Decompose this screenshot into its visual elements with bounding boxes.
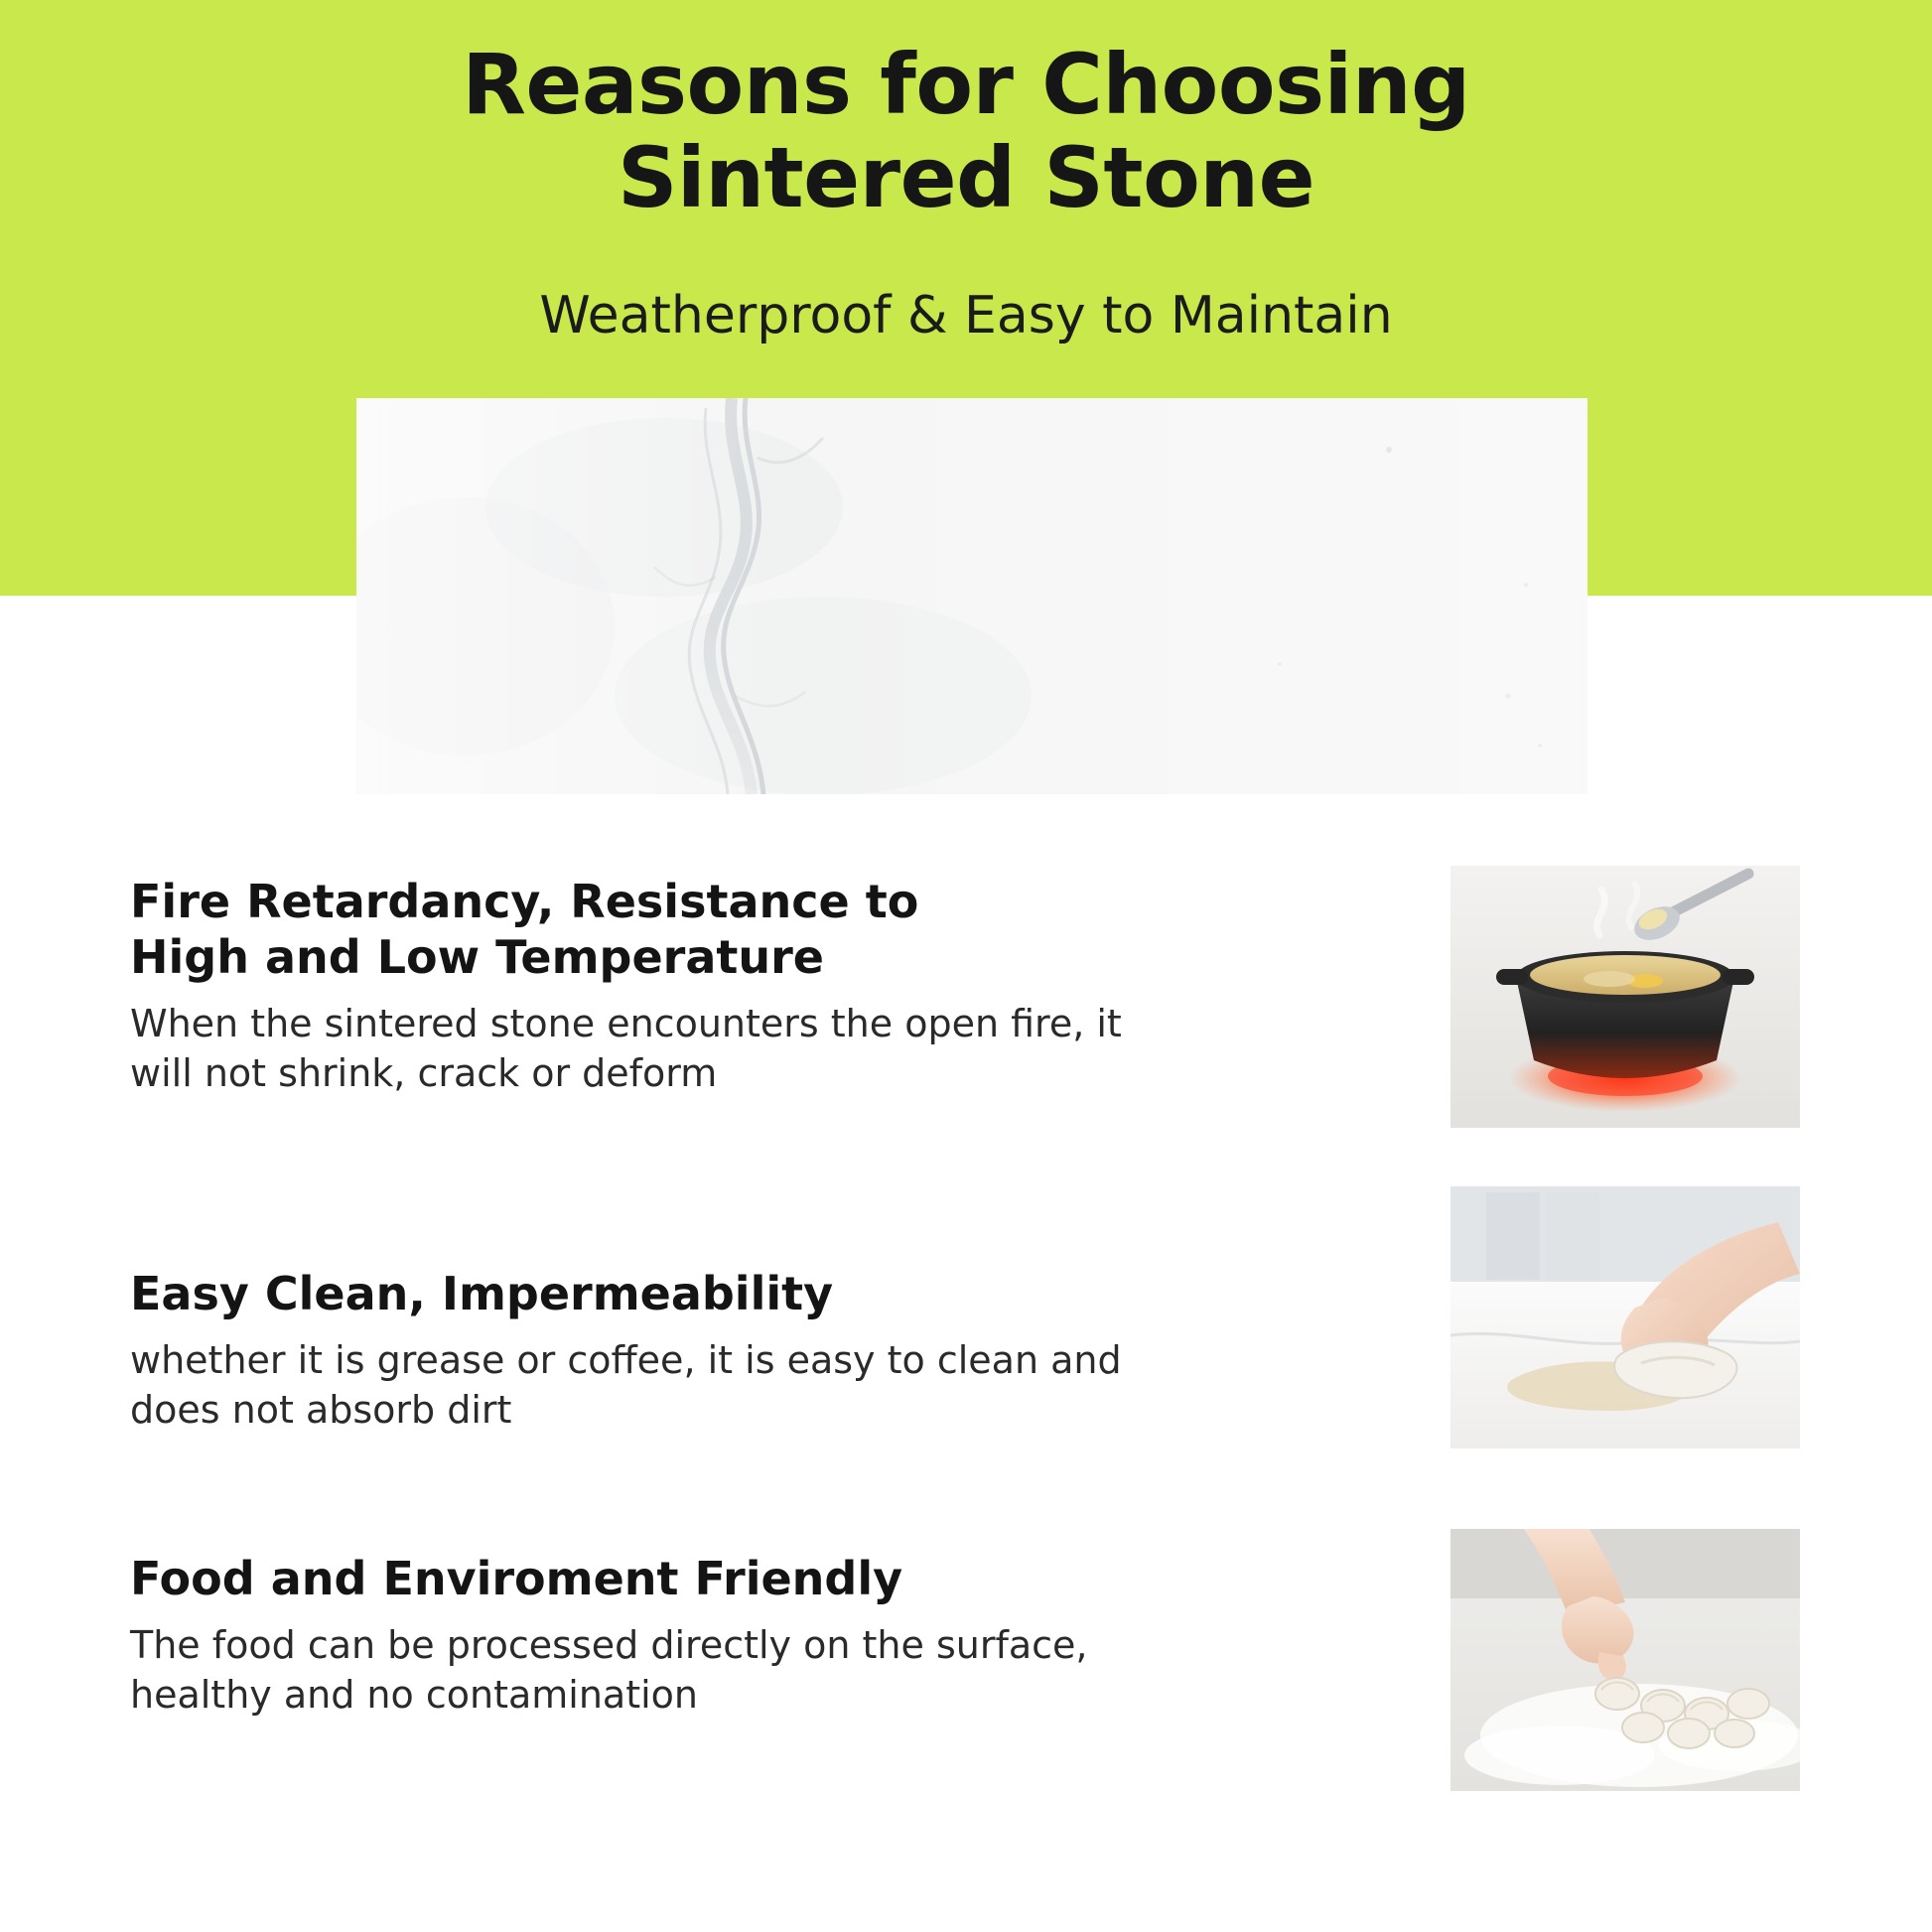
- feature-body-line-1: The food can be processed directly on the surface,: [130, 1623, 1088, 1668]
- feature-title-line-1: Easy Clean, Impermeability: [130, 1267, 834, 1320]
- feature-body-line-2: will not shrink, crack or deform: [130, 1051, 718, 1096]
- feature-image-fire: [1450, 866, 1800, 1128]
- feature-image-clean: [1450, 1186, 1800, 1449]
- feature-image-food: [1450, 1529, 1800, 1791]
- feature-body: [130, 1620, 1242, 1720]
- feature-body: [130, 1335, 1242, 1435]
- feature-body-line-1: When the sintered stone encounters the open fire, it: [130, 1002, 1122, 1046]
- feature-title-line-2: High and Low Temperature: [130, 930, 824, 985]
- slab-image: [356, 398, 1587, 794]
- page-subtitle: Weatherproof & Easy to Maintain: [539, 286, 1393, 345]
- feature-item: [130, 1266, 1321, 1435]
- feature-item: [130, 1551, 1321, 1720]
- feature-title-line-1: Food and Enviroment Friendly: [130, 1552, 903, 1605]
- feature-body-line-2: healthy and no contamination: [130, 1673, 698, 1718]
- feature-body-line-1: whether it is grease or coffee, it is easy to clean and: [130, 1338, 1122, 1383]
- page-title-line-1: Reasons for Choosing: [462, 36, 1470, 133]
- feature-body: [130, 999, 1242, 1098]
- page-title-line-2: Sintered Stone: [617, 129, 1315, 227]
- feature-title: [130, 874, 1321, 985]
- feature-title: [130, 1266, 1321, 1321]
- feature-item: [130, 874, 1321, 1099]
- feature-body-line-2: does not absorb dirt: [130, 1388, 512, 1433]
- feature-title: [130, 1551, 1321, 1606]
- feature-title-line-1: Fire Retardancy, Resistance to: [130, 875, 919, 928]
- page-title: [0, 36, 1932, 227]
